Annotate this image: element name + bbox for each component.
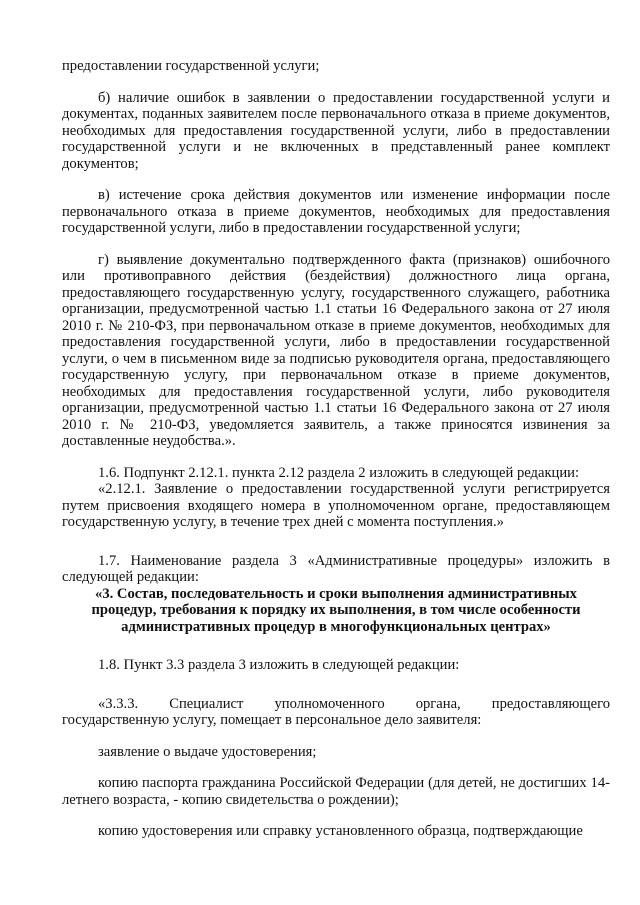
paragraph-continuation: предоставлении государственной услуги; xyxy=(62,58,320,74)
section-3-heading: «3. Состав, последовательность и сроки выполнения административных процедур, требования к порядку их выполнения, в том числе особенности административных процедур в многофункциональных центрах» xyxy=(91,585,581,635)
paragraph-amendment-1-7: 1.7. Наименование раздела 3 «Административные процедуры» изложить в следующей редакции: xyxy=(62,552,610,585)
paragraph-item-v: в) истечение срока действия документов или изменение информации после первоначального отказа в приеме документов, необходимых для предоставления государственной услуги, либо в предоставлении государственной услуги; xyxy=(62,187,610,236)
document-page xyxy=(62,58,610,840)
list-item-application: заявление о выдаче удостоверения; xyxy=(98,743,317,760)
paragraph-quote-2-12-1: «2.12.1. Заявление о предоставлении государственной услуги регистрируется путем присвоения входящего номера в уполномоченном органе, предоставляющем государственную услугу, в течение трех дней с момента поступления.» xyxy=(62,481,610,530)
paragraph-amendment-1-8: 1.8. Пункт 3.3 раздела 3 изложить в следующей редакции: xyxy=(98,657,460,673)
list-item-passport-copy: копию паспорта гражданина Российской Федерации (для детей, не достигших 14-летнего возраста, - копию свидетельства о рождении); xyxy=(62,775,610,808)
paragraph-quote-3-3-3: «3.3.3. Специалист уполномоченного органа, предоставляющего государственную услугу, помещает в персональное дело заявителя: xyxy=(62,695,610,728)
paragraph-item-g: г) выявление документально подтвержденного факта (признаков) ошибочного или противоправного действия (бездействия) должностного лица органа, предоставляющего государственную услугу, государственного служащего, работника организации, предусмотренной частью 1.1 статьи 16 Федерального закона от 27 июля 2010 г. № 210-ФЗ, при первоначальном отказе в приеме документов, необходимых для предоставления государственной услуги, либо в предоставлении государственной услуги, о чем в письменном виде за подписью руководителя органа, предоставляющего государственную услугу, при первоначальном отказе в приеме документов, необходимых для предоставления государственной услуги, либо руководителя организации, предусмотренной частью 1.1 статьи 16 Федерального закона от 27 июля 2010 г. № 210-ФЗ, уведомляется заявитель, а также приносятся извинения за доставленные неудобства.». xyxy=(62,251,610,449)
paragraph-amendment-1-6: 1.6. Подпункт 2.12.1. пункта 2.12 раздела 2 изложить в следующей редакции: xyxy=(98,464,580,481)
paragraph-item-b: б) наличие ошибок в заявлении о предоставлении государственной услуги и документах, поданных заявителем после первоначального отказа в приеме документов, необходимых для предоставления государственной услуги, либо в предоставлении государственной услуги и не включенных в представленный ранее комплект документов; xyxy=(62,89,610,172)
list-item-certificate-copy: копию удостоверения или справку установленного образца, подтверждающие xyxy=(98,823,583,839)
